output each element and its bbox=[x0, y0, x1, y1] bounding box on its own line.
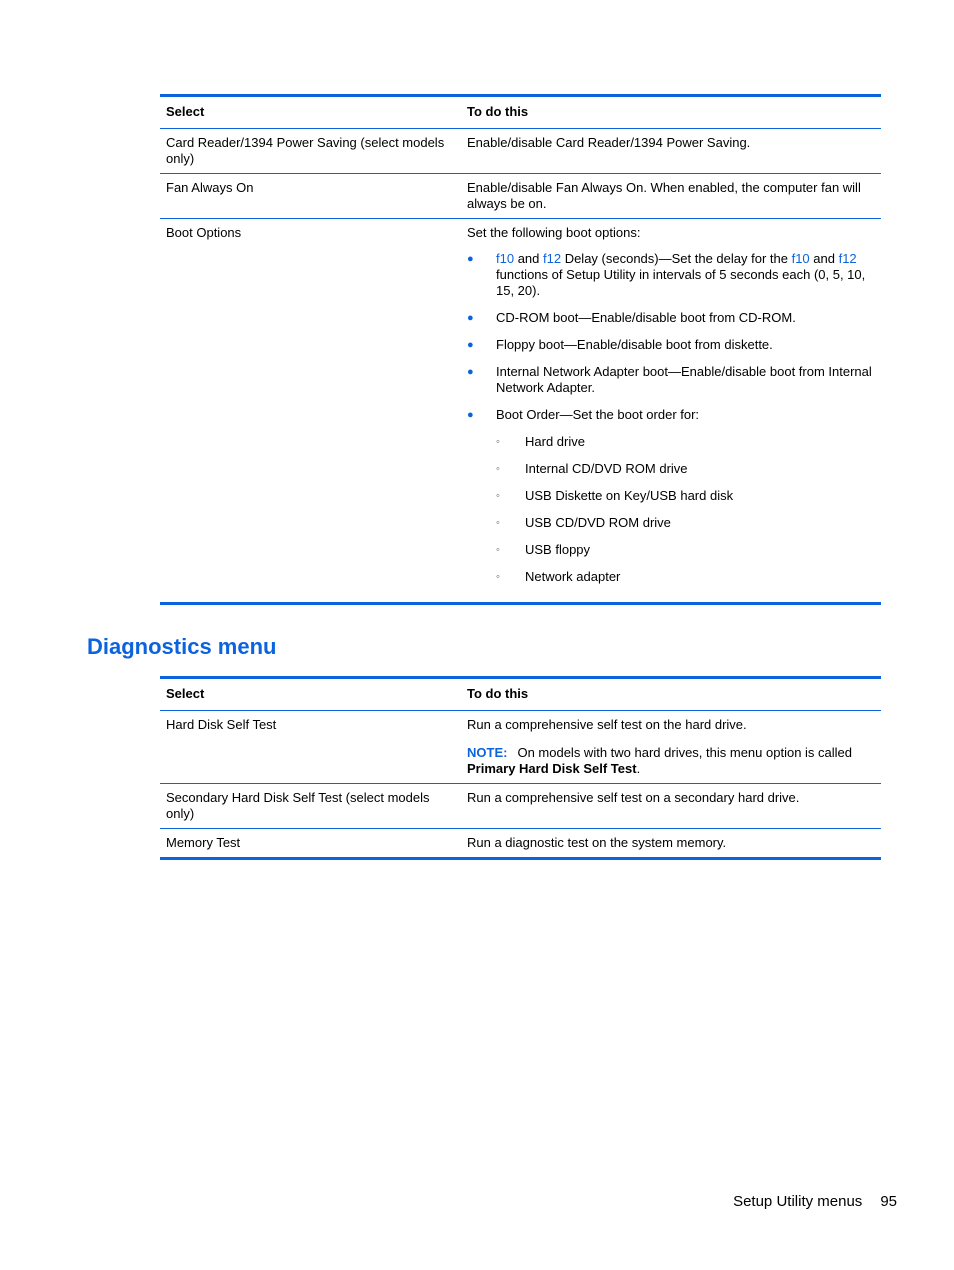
table-row bbox=[160, 129, 881, 174]
footer-section: Setup Utility menus bbox=[733, 1193, 863, 1210]
column-header-select: Select bbox=[166, 686, 205, 701]
table-header bbox=[160, 97, 881, 129]
sub-list-item-text: USB floppy bbox=[525, 542, 591, 557]
sub-list-item-text: USB Diskette on Key/USB hard disk bbox=[525, 488, 734, 503]
cell-select: Memory Test bbox=[166, 835, 241, 850]
cell-select: Secondary Hard Disk Self Test (select models only) bbox=[166, 790, 430, 821]
cell-select: Fan Always On bbox=[166, 180, 254, 195]
cell-action: Enable/disable Fan Always On. When enabled, the computer fan will always be on. bbox=[467, 180, 861, 211]
cell-action: Run a comprehensive self test on a secondary hard drive. bbox=[467, 790, 800, 805]
note-label: NOTE: bbox=[467, 745, 508, 760]
list-item-text: CD-ROM boot—Enable/disable boot from CD-ROM. bbox=[496, 310, 796, 325]
boot-options-intro: Set the following boot options: bbox=[467, 225, 641, 240]
key-f10: f10 bbox=[496, 251, 515, 266]
table-row bbox=[160, 219, 881, 602]
page-footer bbox=[733, 1193, 897, 1210]
cell-select: Boot Options bbox=[166, 225, 242, 240]
table-row bbox=[160, 829, 881, 857]
text: and bbox=[514, 251, 543, 266]
sub-list-item bbox=[496, 434, 875, 450]
note-text: On models with two hard drives, this menu option is called bbox=[517, 745, 852, 760]
circle-bullet-icon: ◦ bbox=[496, 490, 500, 502]
cell-action: Run a diagnostic test on the system memory. bbox=[467, 835, 727, 850]
boot-order-list bbox=[496, 434, 875, 585]
circle-bullet-icon: ◦ bbox=[496, 436, 500, 448]
table-row bbox=[160, 784, 881, 829]
list-item bbox=[467, 337, 875, 353]
note-end: . bbox=[636, 761, 641, 776]
key-f12: f12 bbox=[838, 251, 857, 266]
list-item bbox=[467, 251, 875, 299]
diagnostics-table bbox=[160, 676, 881, 860]
circle-bullet-icon: ◦ bbox=[496, 517, 500, 529]
circle-bullet-icon: ◦ bbox=[496, 544, 500, 556]
column-header-action: To do this bbox=[467, 686, 529, 701]
sub-list-item-text: USB CD/DVD ROM drive bbox=[525, 515, 671, 530]
cell-action bbox=[460, 711, 881, 783]
circle-bullet-icon: ◦ bbox=[496, 571, 500, 583]
page-number: 95 bbox=[880, 1193, 897, 1210]
list-item-text: Internal Network Adapter boot—Enable/disable boot from Internal Network Adapter. bbox=[496, 364, 872, 395]
list-item bbox=[467, 310, 875, 326]
column-header-action: To do this bbox=[467, 104, 529, 119]
note bbox=[467, 745, 875, 777]
bullet-icon: ● bbox=[467, 366, 474, 378]
bullet-icon: ● bbox=[467, 409, 474, 421]
sub-list-item-text: Network adapter bbox=[525, 569, 621, 584]
table-row bbox=[160, 711, 881, 784]
sub-list-item bbox=[496, 542, 875, 558]
key-f10: f10 bbox=[791, 251, 810, 266]
cell-action: Enable/disable Card Reader/1394 Power Saving. bbox=[467, 135, 751, 150]
text: Delay (seconds)—Set the delay for the bbox=[561, 251, 792, 266]
column-header-select: Select bbox=[166, 104, 205, 119]
boot-options-list bbox=[467, 251, 875, 585]
list-item-text: Floppy boot—Enable/disable boot from diskette. bbox=[496, 337, 773, 352]
cell-select: Hard Disk Self Test bbox=[166, 717, 277, 732]
list-item bbox=[467, 364, 875, 396]
sub-list-item-text: Internal CD/DVD ROM drive bbox=[525, 461, 688, 476]
list-item bbox=[467, 407, 875, 585]
cell-select: Card Reader/1394 Power Saving (select models only) bbox=[166, 135, 445, 166]
cell-action bbox=[460, 219, 881, 602]
table-header bbox=[160, 679, 881, 711]
list-item-text: Boot Order—Set the boot order for: bbox=[496, 407, 700, 422]
sub-list-item bbox=[496, 488, 875, 504]
bullet-icon: ● bbox=[467, 339, 474, 351]
circle-bullet-icon: ◦ bbox=[496, 463, 500, 475]
text: functions of Setup Utility in intervals of 5 seconds each (0, 5, 10, 15, 20). bbox=[496, 267, 866, 298]
sub-list-item bbox=[496, 569, 875, 585]
table-row bbox=[160, 174, 881, 219]
sub-list-item bbox=[496, 461, 875, 477]
note-bold: Primary Hard Disk Self Test bbox=[467, 761, 637, 776]
boot-settings-table bbox=[160, 94, 881, 605]
key-f12: f12 bbox=[543, 251, 562, 266]
sub-list-item-text: Hard drive bbox=[525, 434, 585, 449]
bullet-icon: ● bbox=[467, 312, 474, 324]
text: and bbox=[809, 251, 839, 266]
action-text: Run a comprehensive self test on the hard drive. bbox=[467, 717, 747, 732]
bullet-icon: ● bbox=[467, 253, 474, 265]
section-title: Diagnostics menu bbox=[87, 634, 277, 659]
sub-list-item bbox=[496, 515, 875, 531]
